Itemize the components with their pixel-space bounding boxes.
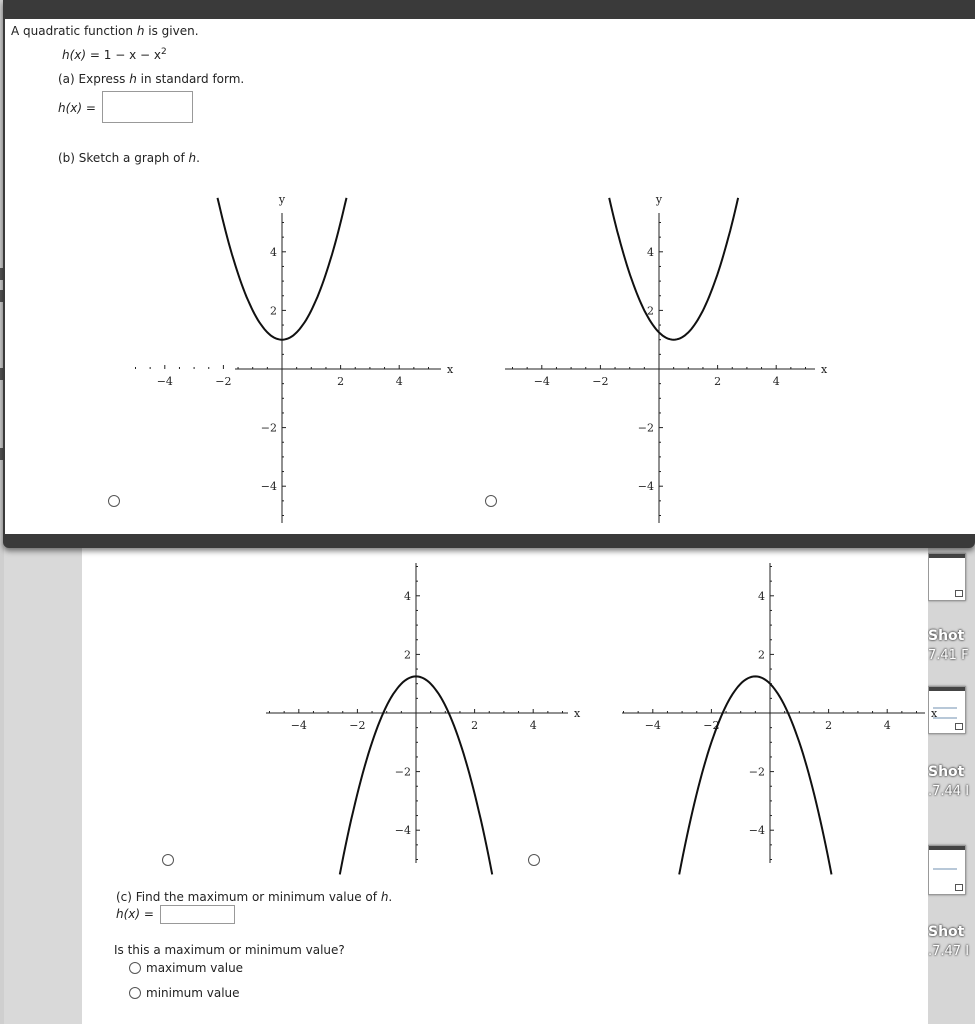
y-tick-label: 2 [758,648,765,662]
maximum-value-radio[interactable] [129,962,141,974]
graph-option-4 [540,548,938,868]
maximum-value-label[interactable]: maximum value [146,961,244,975]
y-tick-label: −4 [394,824,411,838]
page-lower-section [82,548,938,1024]
y-tick-label: −2 [394,765,411,779]
y-tick-label: −4 [637,480,654,494]
x-tick-label: −2 [349,719,366,732]
part-c-answer-input[interactable] [160,905,235,924]
max-min-question: Is this a maximum or minimum value? [114,943,345,957]
y-tick-label: 2 [647,304,654,318]
part-a-answer-label: h(x) = [58,101,96,115]
x-tick-label: 2 [337,375,345,388]
x-tick-label: 2 [471,719,479,732]
minimum-value-label[interactable]: minimum value [146,986,240,1000]
function-definition: $h(x) = 1 - x - x^2$ [62,47,167,62]
graph-option-2 [493,171,828,511]
y-tick-label: −4 [748,824,765,838]
y-axis-label: y [278,193,286,206]
x-tick-label: −2 [703,719,720,732]
graph-option-3-radio[interactable] [162,854,174,866]
part-c-answer-label: h(x) = [116,907,154,921]
x-tick-label: 4 [772,375,780,388]
y-tick-label: −2 [637,421,654,435]
y-tick-label: 4 [270,245,277,259]
screenshot-name[interactable]: Shot [928,764,965,780]
graph-option-4-radio[interactable] [528,854,540,866]
part-a-label: (a) Express h in standard form. [58,72,245,86]
y-tick-label: 4 [647,245,654,259]
screenshot-thumbnail[interactable] [928,845,966,895]
x-tick-label: 4 [529,719,537,732]
graph-option-3 [174,548,581,868]
y-axis-label: y [655,193,663,206]
screenshot-time: .7.47 I [928,944,970,959]
problem-intro: A quadratic function h is given. [11,24,199,38]
screenshot-name[interactable]: Shot [928,924,965,940]
x-tick-label: −2 [592,375,609,388]
x-tick-label: −4 [644,719,661,732]
y-tick-label: 4 [758,589,765,603]
y-tick-label: 2 [404,648,411,662]
graph-option-1-radio[interactable] [108,495,120,507]
part-c-label: (c) Find the maximum or minimum value of h. [116,890,393,904]
screenshot-thumbnail[interactable] [928,553,966,601]
parabola-curve [609,198,738,340]
y-tick-label: 2 [270,304,277,318]
x-tick-label: −2 [215,375,232,388]
x-axis-label: x [447,363,454,376]
x-tick-label: −4 [290,719,307,732]
x-axis-label: x [931,707,938,720]
minimum-value-radio[interactable] [129,987,141,999]
graph-option-1 [115,171,454,511]
part-b-label: (b) Sketch a graph of h. [58,151,200,165]
screenshot-time: .7.44 I [928,784,970,799]
screenshot-time: 7.41 F [928,648,969,663]
part-a-answer-input[interactable] [102,91,193,123]
screenshot-name[interactable]: Shot [928,628,965,644]
x-tick-label: 4 [395,375,403,388]
graph-option-2-radio[interactable] [485,495,497,507]
question-window [3,0,975,548]
y-tick-label: −4 [260,480,277,494]
x-tick-label: 4 [883,719,891,732]
x-axis-label: x [574,707,581,720]
x-axis-label: x [821,363,828,376]
y-tick-label: −2 [748,765,765,779]
x-tick-label: 2 [825,719,833,732]
question-content [5,19,975,534]
x-tick-label: −4 [156,375,173,388]
x-tick-label: −4 [533,375,550,388]
y-tick-label: −2 [260,421,277,435]
x-tick-label: 2 [714,375,722,388]
y-tick-label: 4 [404,589,411,603]
